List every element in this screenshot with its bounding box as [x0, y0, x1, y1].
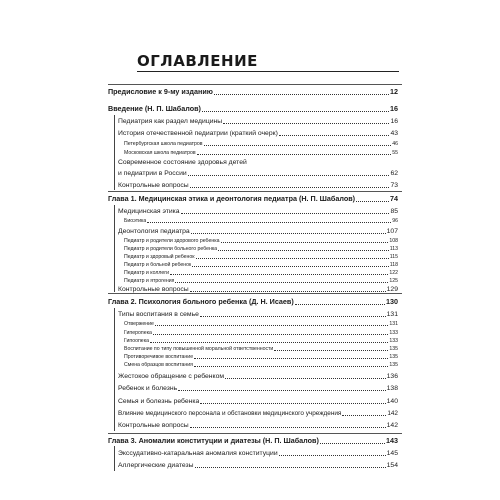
subsection-rail [114, 308, 115, 431]
toc-entry[interactable]: Гиперопека 133 [124, 330, 398, 336]
toc-entry[interactable]: Влияние медицинского персонала и обстановки медицинского учреждения 142 [118, 410, 398, 417]
toc-entry[interactable]: Семья и болезнь ребенка 140 [118, 398, 398, 405]
toc-entry[interactable]: Гипоопека 133 [124, 338, 398, 344]
toc-entry[interactable]: Педиатр и здоровый ребенок 115 [124, 254, 398, 260]
toc-entry[interactable]: Контрольные вопросы 129 [118, 286, 398, 293]
toc-entry[interactable]: Аллергические диатезы 154 [118, 462, 398, 469]
toc-entry[interactable]: Ребенок и болезнь 138 [118, 385, 398, 392]
toc-entry[interactable]: Педиатр и коллеги 122 [124, 270, 398, 276]
subsection-rail [114, 115, 115, 190]
toc-entry[interactable]: Педиатрия как раздел медицины 16 [118, 118, 398, 125]
toc-entry[interactable]: Экссудативно-катаральная аномалия конституции 145 [118, 450, 398, 457]
toc-entry[interactable]: Педиатр и больной ребенок 118 [124, 262, 398, 268]
toc-entry[interactable]: Жестокое обращение с ребенком 136 [118, 373, 398, 380]
toc-entry[interactable]: Педиатр и родители больного ребенка 113 [124, 246, 398, 252]
toc-entry[interactable]: Биоэтика 96 [124, 218, 398, 224]
toc-entry[interactable]: Противоречивое воспитание 135 [124, 354, 398, 360]
section-separator [108, 433, 402, 434]
toc-entry[interactable]: Контрольные вопросы 73 [118, 182, 398, 189]
toc-entry[interactable]: Педиатр и родители здорового ребенка 108 [124, 238, 398, 244]
toc-entry-chapter-3[interactable]: Глава 3. Аномалии конституции и диатезы (Н. П. Шабалов) 143 [108, 436, 398, 445]
toc-entry[interactable]: Медицинская этика 85 [118, 208, 398, 215]
subsection-rail [114, 446, 115, 471]
toc-entry-introduction[interactable]: Введение (Н. П. Шабалов) 16 [108, 104, 398, 113]
toc-entry[interactable]: и педиатрии в России 62 [118, 170, 398, 177]
section-separator [108, 293, 402, 294]
toc-entry[interactable]: История отечественной педиатрии (краткий очерк) 43 [118, 130, 398, 137]
page-title: ОГЛАВЛЕНИЕ [137, 52, 258, 70]
toc-entry[interactable]: Смена образцов воспитания 135 [124, 362, 398, 368]
section-separator [108, 84, 402, 85]
toc-entry[interactable]: Типы воспитания в семье 131 [118, 311, 398, 318]
toc-entry[interactable]: Деонтология педиатра 107 [118, 228, 398, 235]
toc-entry[interactable]: Отвержение 131 [124, 321, 398, 327]
toc-entry[interactable]: Московская школа педиатров 55 [124, 150, 398, 156]
toc-entry-chapter-1[interactable]: Глава 1. Медицинская этика и деонтология педиатра (Н. П. Шабалов) 74 [108, 194, 398, 203]
toc-entry-first-line[interactable]: Современное состояние здоровья детей [118, 159, 247, 166]
toc-entry[interactable]: Контрольные вопросы 142 [118, 422, 398, 429]
title-underline [137, 71, 399, 72]
toc-entry[interactable]: Петербургская школа педиатров 46 [124, 141, 398, 147]
toc-entry[interactable]: Воспитание по типу повышенной моральной ответственности 135 [124, 346, 398, 352]
section-separator [108, 191, 402, 192]
toc-entry-chapter-2[interactable]: Глава 2. Психология больного ребенка (Д. Н. Исаев) 130 [108, 297, 398, 306]
toc-entry-preface[interactable]: Предисловие к 9-му изданию 12 [108, 87, 398, 96]
subsection-rail [114, 205, 115, 292]
toc-entry[interactable]: Педиатр и ятрогения 125 [124, 278, 398, 284]
